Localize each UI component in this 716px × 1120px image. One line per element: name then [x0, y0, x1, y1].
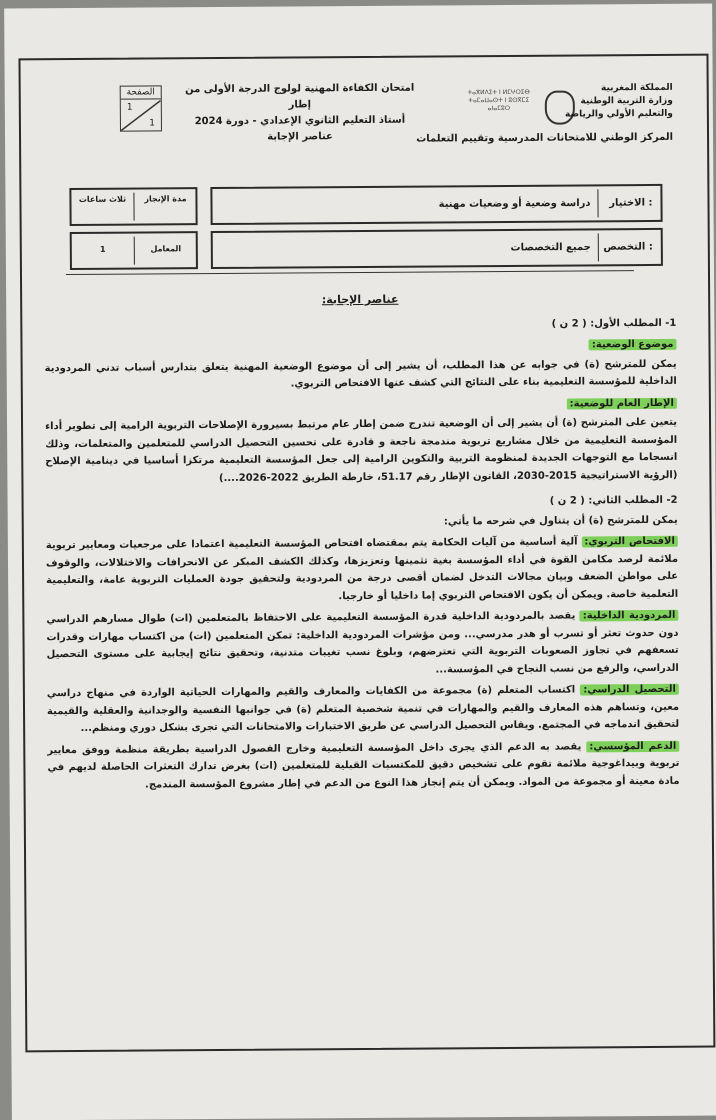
- term-institutional-support-label: الدعم المؤسسي:: [586, 740, 679, 752]
- question-2-title: 2- المطلب الثاني: ( 2 ن ): [549, 494, 678, 507]
- specialty-box: [211, 228, 663, 269]
- ministry-line1: المملكة المغربية: [600, 82, 673, 94]
- duration-label: مدة الإنجاز: [144, 194, 187, 204]
- question-1-title: 1- المطلب الأول: ( 2 ن ): [551, 317, 677, 330]
- term-achievement-label: التحصيل الدراسي:: [580, 684, 679, 696]
- coefficient-label: المعامل: [150, 244, 182, 254]
- coefficient-box: [70, 231, 198, 270]
- term-achievement-text: اكتساب المتعلم (ة) مجموعة من الكفايات والمعارف والقيم والمهارات الحياتية الواردة في منهاج دراسي معين، وتساهم هذه المعارف والقيم والمهارات في تنمية شخصية المتعلم (ة) في جوانبها النفسية والوجدانية والعقلية والقيمية لتحقيق اندماجه في المجتمع. ويقاس التحصيل الدراسي عن طريق الاختبارات والامتحانات التي تجرى بشكل دوري ومنظم...: [46, 684, 680, 734]
- term-internal-yield-text: يقصد بالمردودية الداخلية قدرة المؤسسة التعليمية على الاحتفاظ بالمتعلمين (ات) طوال مسارهم الدراسي دون حدوث تعثر أو تسرب أو هدر مدرسي... ومن مؤشرات المردودية الداخلية: تمكن المتعلمين (ات) من اكتساب مهارات وقدرات تسعفهم في تجاوز الصعوبات التربوية التي تعترضهم، وبلوغ نسب تغيبات متدنية، وتحقيق نتائج إيجابية على مستوى التحصيل الدراسي، والرفع من نسب النجاح في المؤسسة...: [46, 610, 679, 675]
- q1-framework-text: يتعين على المترشح (ة) أن يشير إلى أن الوضعية تندرج ضمن إطار عام مرتبط بسيرورة الإصلاحات التربوية الرامية إلى تطوير أداء المؤسسة التعليمية من خلال مشاريع تربوية مندمجة ناجعة و قادرة على تحسين التحصيل الدراسي للمتعلمين والمتعلمات، وذلك انسجاما مع التوجهات الجديدة لمنظومة التربية والتكوين الرامية إلى جعل المؤسسة التعليمية مرتكزا أساسيا في دينامية الإصلاح (الرؤية الاستراتيجية 2015-2030، القانون الإطار رقم 51.17، خارطة الطريق 2022-2026....): [45, 416, 678, 484]
- term-internal-yield-label: المردودية الداخلية:: [580, 610, 679, 622]
- choice-label: الاختيار :: [609, 197, 653, 209]
- q1-subtitle-framework: الإطار العام للوضعية:: [567, 397, 677, 409]
- duration-box: [69, 187, 197, 226]
- page-total: 1: [149, 118, 155, 129]
- q1-topic-text: يمكن للمترشح (ة) في جوابه عن هذا المطلب، أن يشير إلى أن موضوع الوضعية المهنية يتعلق بتدارس أسباب تدني المردودية الداخلية للمؤسسة التعليمية بناء على النتائج التي كشف عنها الافتحاص التربوي.: [44, 358, 677, 390]
- exam-title-line1: امتحان الكفاءة المهنية لولوج الدرجة الأولى من إطار: [185, 82, 415, 111]
- term-audit: [46, 533, 678, 607]
- duration-value: ثلاث ساعات: [78, 194, 127, 204]
- answer-content: [44, 289, 679, 796]
- q2-intro: يمكن للمترشح (ة) أن يتناول في شرحه ما يأتي:: [443, 514, 678, 527]
- specialty-label: التخصص :: [603, 241, 653, 253]
- answers-title: عناصر الإجابة:: [321, 292, 399, 307]
- ministry-line3: والتعليم الأولي والرياضة: [564, 108, 673, 120]
- page-label: الصفحة: [121, 86, 161, 99]
- coefficient-value: 1: [99, 244, 106, 254]
- q1-subtitle-topic: موضوع الوضعية:: [589, 339, 677, 351]
- specialty-value: جميع التخصصات: [510, 241, 591, 254]
- national-center: المركز الوطني للامتحانات المدرسية وتقييم التعلمات: [416, 131, 674, 145]
- choice-value: دراسة وضعية أو وضعيات مهنية: [438, 197, 591, 210]
- ministry-line2: وزارة التربية الوطنية: [580, 95, 673, 107]
- term-institutional-support-text: يقصد به الدعم الذي يجرى داخل المؤسسة التعليمية وخارج الفصول الدراسية بطريقة منظمة ووفق معايير تربوية وبيداغوجية ملائمة تقوم على تشخيص دقيق للمكتسبات القبلية للمتعلمين (ات) بغرض تدارك التعثرات الحاصلة لديهم في مادة معينة أو مجموعة من المواد. ويمكن أن يتم إنجاز هذا النوع من الدعم في إطار مشروع المؤسسة المندمج.: [47, 740, 680, 791]
- ministry-tifinagh-text: ⵜⴰⴳⵍⴷⵉⵜ ⵏ ⵍⵎⵖⵔⵉⴱ ⵜⴰⵎⴰⵡⴰⵙⵜ ⵏ ⵓⵙⴳⵎⵉ ⴰⵏⴰⵎⵓⵔ: [467, 88, 530, 113]
- term-audit-text: آلية أساسية من آليات الحكامة يتم بمقتضاه افتحاص المؤسسة التعليمية اعتمادا على مرجعيات ومعايير تربوية ملائمة لرصد مكامن القوة في أداء المؤسسة بغية تثمينها وتعزيزها، وكذلك الكشف المبكر عن الانحرافات والاختلالات، والوقوف على مواطن الضعف وبيان مجالات التدخل لضمان أقصى درجة من المردودية ولتحقيق جودة العمليات التربوية عامة، والتعليمية التعلمية خاصة. ويمكن أن يكون الافتحاص التربوي إما داخليا أو خارجيا.: [45, 536, 679, 602]
- exam-title-line2: أستاذ التعليم الثانوي الإعدادي - دورة 2024: [194, 114, 406, 128]
- choice-box: [210, 184, 662, 225]
- page-number: 1: [126, 102, 133, 113]
- exam-sheet: [4, 4, 716, 1120]
- term-audit-label: الافتحاص التربوي:: [581, 536, 678, 548]
- term-achievement: [47, 681, 679, 738]
- term-internal-yield: [46, 607, 678, 681]
- exam-title-line3: عناصر الإجابة: [267, 131, 333, 143]
- term-institutional-support: [47, 737, 679, 794]
